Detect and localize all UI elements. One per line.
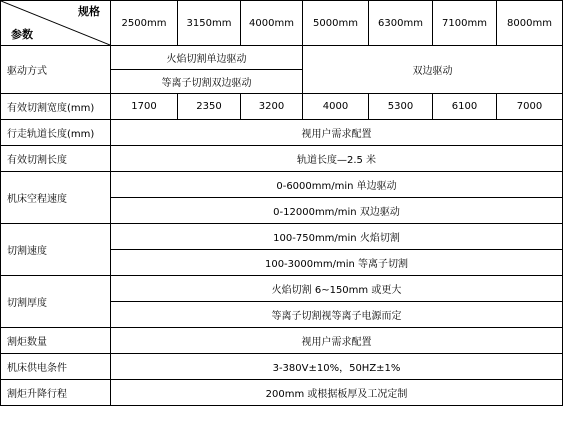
rail-label: 行走轨道长度(mm) xyxy=(1,120,111,146)
thickness-plasma: 等离子切割视等离子电源而定 xyxy=(111,302,563,328)
drive-label: 驱动方式 xyxy=(1,46,111,94)
torch-count-value: 视用户需求配置 xyxy=(111,328,563,354)
size-header: 3150mm xyxy=(178,1,241,46)
length-value: 轨道长度—2.5 米 xyxy=(111,146,563,172)
power-label: 机床供电条件 xyxy=(1,354,111,380)
cut-speed-label: 切割速度 xyxy=(1,224,111,276)
spec-label: 规格 xyxy=(78,5,100,18)
idle-speed-single: 0-6000mm/min 单边驱动 xyxy=(111,172,563,198)
width-value: 1700 xyxy=(111,94,178,120)
drive-plasma-cell: 等离子切割双边驱动 xyxy=(111,70,303,94)
size-header: 5000mm xyxy=(303,1,369,46)
thickness-flame: 火焰切割 6~150mm 或更大 xyxy=(111,276,563,302)
size-header: 8000mm xyxy=(497,1,563,46)
torch-count-row xyxy=(1,328,563,354)
width-value: 4000 xyxy=(303,94,369,120)
cut-speed-plasma: 100-3000mm/min 等离子切割 xyxy=(111,250,563,276)
header-row xyxy=(1,1,563,46)
power-value: 3-380V±10%，50HZ±1% xyxy=(111,354,563,380)
thickness-label: 切割厚度 xyxy=(1,276,111,328)
cut-speed-flame: 100-750mm/min 火焰切割 xyxy=(111,224,563,250)
param-label: 参数 xyxy=(11,28,33,41)
length-label: 有效切割长度 xyxy=(1,146,111,172)
rail-value: 视用户需求配置 xyxy=(111,120,563,146)
width-value: 7000 xyxy=(497,94,563,120)
idle-speed-row xyxy=(1,172,563,198)
size-header: 6300mm xyxy=(369,1,433,46)
torch-lift-label: 割炬升降行程 xyxy=(1,380,111,406)
header-diagonal-cell xyxy=(1,1,111,46)
size-header: 7100mm xyxy=(433,1,497,46)
width-value: 3200 xyxy=(241,94,303,120)
power-row xyxy=(1,354,563,380)
width-label: 有效切割宽度(mm) xyxy=(1,94,111,120)
torch-lift-value: 200mm 或根据板厚及工况定制 xyxy=(111,380,563,406)
size-header: 4000mm xyxy=(241,1,303,46)
drive-row xyxy=(1,46,563,70)
length-row xyxy=(1,146,563,172)
torch-lift-row xyxy=(1,380,563,406)
thickness-row xyxy=(1,276,563,302)
idle-speed-double: 0-12000mm/min 双边驱动 xyxy=(111,198,563,224)
width-value: 6100 xyxy=(433,94,497,120)
idle-speed-label: 机床空程速度 xyxy=(1,172,111,224)
drive-flame-cell: 火焰切割单边驱动 xyxy=(111,46,303,70)
width-value: 2350 xyxy=(178,94,241,120)
width-row xyxy=(1,94,563,120)
cut-speed-row xyxy=(1,224,563,250)
rail-row xyxy=(1,120,563,146)
size-header: 2500mm xyxy=(111,1,178,46)
drive-double-cell: 双边驱动 xyxy=(303,46,563,94)
width-value: 5300 xyxy=(369,94,433,120)
torch-count-label: 割炬数量 xyxy=(1,328,111,354)
